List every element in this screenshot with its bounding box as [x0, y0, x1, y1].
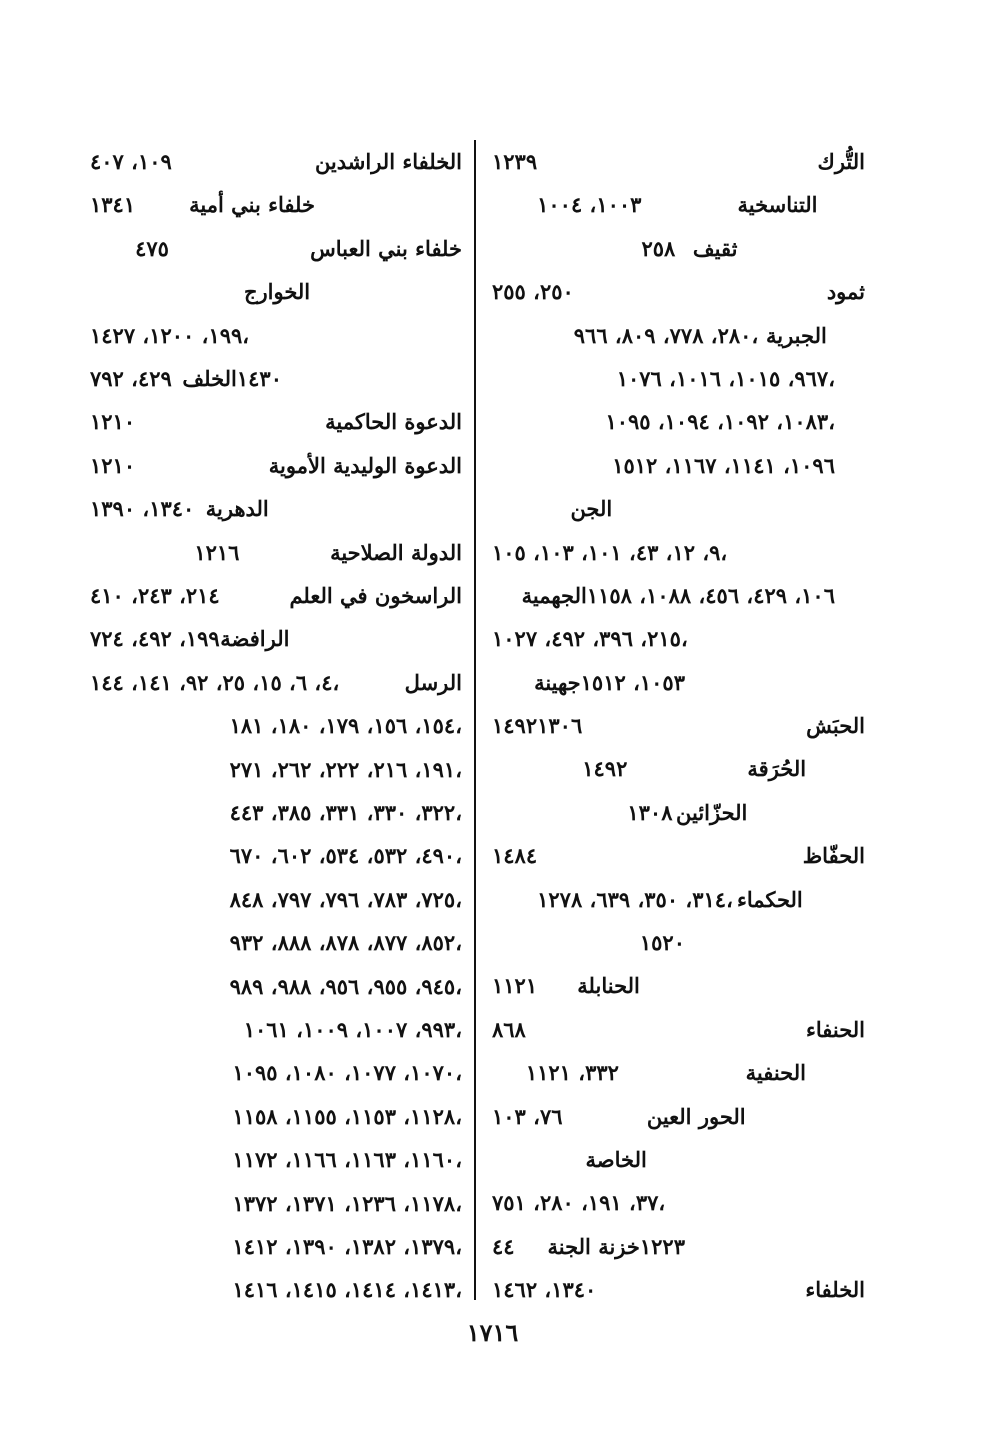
index-entry	[90, 921, 462, 964]
index-entry	[492, 1268, 865, 1311]
index-entry	[492, 1008, 865, 1051]
index-entry	[90, 617, 462, 660]
index-entry	[90, 661, 462, 704]
index-entry	[90, 878, 462, 921]
index-pages: ١٤١٣، ١٤١٤، ١٤١٥، ١٤١٦،	[232, 1277, 462, 1303]
index-pages: ١١٢١	[492, 973, 538, 999]
index-pages: ١٣٤١	[90, 192, 136, 218]
index-term: جهينة	[534, 669, 581, 695]
index-pages: ٧٢٥، ٧٨٣، ٧٩٦، ٧٩٧، ٨٤٨،	[229, 886, 462, 912]
index-pages: ١٥٢٠	[639, 930, 685, 956]
index-pages: ١٩٩، ١٢٠٠، ١٤٢٧،	[90, 322, 250, 348]
index-term: الجن	[570, 496, 613, 522]
index-entry	[90, 747, 462, 790]
index-pages: ١٠٨٣، ١٠٩٢، ١٠٩٤، ١٠٩٥،	[605, 409, 835, 435]
index-pages: ١٢١٠	[90, 409, 136, 435]
index-term: الحزّائين	[676, 799, 748, 825]
index-pages: ٧٦، ١٠٣	[492, 1103, 563, 1129]
index-term: الخلفاء	[805, 1277, 865, 1303]
index-entry	[492, 921, 865, 964]
index-term: الجبرية	[765, 322, 827, 348]
index-pages: ١٠٧٠، ١٠٧٧، ١٠٨٠، ١٠٩٥،	[232, 1060, 462, 1086]
index-term: الدعوة الحاكمية	[325, 409, 462, 435]
column-divider	[474, 140, 476, 1300]
index-pages: ١٠٩٦، ١١٤١، ١١٦٧، ١٥١٢	[612, 452, 835, 478]
index-term: الحنفية	[745, 1060, 806, 1086]
index-pages: ١٩٩، ٤٩٢، ٧٢٤	[90, 626, 220, 652]
index-pages: ٩٤٥، ٩٥٥، ٩٥٦، ٩٨٨، ٩٨٩،	[229, 973, 462, 999]
index-pages: ١٩١، ٢١٦، ٢٢٢، ٢٦٢، ٢٧١،	[229, 756, 462, 782]
index-pages: ١٣٧٩، ١٣٨٢، ١٣٩٠، ١٤١٢،	[232, 1234, 462, 1260]
index-term: الحنابلة	[577, 973, 640, 999]
index-term: الخلف	[182, 365, 237, 391]
index-pages: ١٤٨٤	[492, 843, 538, 869]
index-entry	[90, 357, 462, 400]
index-term: الحكماء	[736, 886, 803, 912]
index-term: الحبَش	[806, 713, 865, 739]
index-term: ثقيف	[692, 235, 738, 261]
index-entry	[492, 1138, 865, 1216]
index-entry	[492, 227, 865, 270]
index-pages: ٣٧، ١٩١، ٢٨٠، ٧٥١،	[492, 1190, 666, 1216]
index-term: الجهمية	[521, 582, 587, 608]
index-term: التُّرك	[817, 149, 865, 174]
index-entry	[492, 1051, 865, 1094]
index-entry	[492, 834, 865, 877]
index-pages: ٩، ١٢، ٤٣، ١٠١، ١٠٣، ١٠٥،	[492, 539, 728, 565]
index-pages: ١٠٥٣، ١٥١٢	[580, 669, 685, 695]
index-pages: ١٣٠٨	[627, 799, 673, 825]
index-entry	[492, 574, 865, 652]
index-pages: ٢١٤، ٢٤٣، ٤١٠	[90, 582, 220, 608]
page-number: ١٧١٦	[466, 1318, 519, 1347]
index-pages: ١٢٢٣	[639, 1233, 685, 1259]
index-entry	[492, 314, 865, 357]
index-entry	[90, 270, 462, 348]
index-pages: ١٤٣٠	[236, 365, 282, 391]
index-term: خلفاء بني العباس	[310, 235, 462, 261]
index-pages: ٣١٤، ٣٥٠، ٦٣٩، ١٢٧٨،	[537, 886, 733, 912]
index-entry	[492, 357, 865, 400]
index-pages: ١٠٦، ٤٢٩، ٤٥٦، ١٠٨٨، ١١٥٨	[586, 582, 835, 608]
index-entry	[90, 400, 462, 443]
index-entry	[90, 1095, 462, 1138]
index-term: الحنفاء	[805, 1016, 865, 1042]
index-pages: ٤٧٥	[135, 235, 169, 261]
index-entry	[492, 791, 865, 834]
index-entry	[492, 444, 865, 487]
index-pages: ١١٧٨، ١٢٣٦، ١٣٧١، ١٣٧٢،	[232, 1190, 462, 1216]
index-term: الرسل	[404, 669, 462, 695]
index-entry	[90, 1051, 462, 1094]
index-entry	[90, 487, 462, 530]
index-pages: ١٢١٠	[90, 452, 136, 478]
index-entry	[492, 140, 865, 183]
index-entry	[492, 747, 865, 790]
index-pages: ١٠٩، ٤٠٧	[90, 149, 172, 174]
index-pages: ٩٩٣، ١٠٠٧، ١٠٠٩، ١٠٦١،	[243, 1017, 462, 1042]
index-pages: ١٢١٦	[194, 539, 240, 565]
index-pages: ١٣٠٦	[537, 713, 583, 739]
index-pages: ١٣٤٠، ١٤٦٢	[492, 1277, 597, 1303]
index-term: الحور العين	[646, 1103, 746, 1129]
index-pages: ١٥٤، ١٥٦، ١٧٩، ١٨٠، ١٨١،	[229, 713, 462, 739]
index-term: الدهرية	[205, 496, 269, 522]
index-entry	[90, 834, 462, 877]
index-pages: ٢٥٠، ٢٥٥	[492, 279, 574, 305]
index-entry	[90, 1138, 462, 1181]
index-entry	[90, 1268, 462, 1311]
index-term: الرافضة	[220, 626, 290, 652]
index-entry	[492, 270, 865, 313]
index-pages: ٣٢٢، ٣٣٠، ٣٣١، ٣٨٥، ٤٤٣،	[229, 799, 462, 825]
index-term: الدولة الصلاحية	[330, 539, 462, 565]
index-term: الدعوة الوليدية الأموية	[268, 452, 462, 478]
index-pages: ٤٤	[492, 1233, 515, 1259]
index-pages: ١٤٩٢	[492, 713, 538, 739]
index-entry	[90, 531, 462, 574]
index-term: خزنة الجنة	[547, 1233, 640, 1259]
index-entry	[90, 183, 462, 226]
index-entry	[90, 964, 462, 1007]
index-pages: ٤٢٩، ٧٩٢	[90, 365, 172, 391]
index-term: الحُرَقة	[747, 756, 807, 782]
index-term: الخاصة	[585, 1146, 647, 1172]
index-pages: ٢١٥، ٣٩٦، ٤٩٢، ١٠٢٧،	[492, 626, 688, 652]
index-entry	[90, 227, 462, 270]
index-entry	[90, 574, 462, 617]
index-entry	[90, 140, 462, 183]
index-entry	[90, 791, 462, 834]
index-pages: ٣٣٢، ١١٢١	[525, 1060, 619, 1086]
index-entry	[492, 400, 865, 443]
index-pages: ٨٦٨	[492, 1016, 526, 1042]
index-pages: ٨٥٢، ٨٧٧، ٨٧٨، ٨٨٨، ٩٣٢،	[229, 930, 462, 956]
index-pages: ٤، ٦، ١٥، ٢٥، ٩٢، ١٤١، ١٤٤،	[90, 669, 340, 695]
index-pages: ١٣٤٠، ١٣٩٠	[90, 496, 195, 522]
index-pages: ١٠٠٣، ١٠٠٤	[537, 192, 642, 218]
index-pages: ١٢٣٩	[492, 149, 538, 174]
index-pages: ١١٢٨، ١١٥٣، ١١٥٥، ١١٥٨،	[232, 1103, 462, 1129]
index-entry	[492, 704, 865, 747]
index-column-left	[90, 140, 462, 1312]
index-pages: ٢٨٠، ٧٧٨، ٨٠٩، ٩٦٦،	[573, 322, 759, 348]
index-entry	[90, 704, 462, 747]
index-entry	[492, 878, 865, 921]
index-entry	[492, 1225, 865, 1268]
index-term: الراسخون في العلم	[289, 582, 462, 608]
index-entry	[492, 183, 865, 226]
index-term: التناسخية	[737, 192, 818, 218]
index-pages: ٩٦٧، ١٠١٥، ١٠١٦، ١٠٧٦،	[616, 365, 835, 391]
index-entry	[492, 964, 865, 1007]
index-pages: ٢٥٨	[641, 235, 676, 261]
index-pages: ١٤٩٢	[582, 756, 628, 782]
index-entry	[492, 487, 865, 565]
index-term: الحفّاظ	[802, 843, 865, 869]
index-term: خلفاء بني أمية	[189, 192, 315, 218]
index-entry	[90, 1181, 462, 1224]
index-entry	[90, 1225, 462, 1268]
index-pages: ٤٩٠، ٥٣٢، ٥٣٤، ٦٠٢، ٦٧٠،	[229, 843, 462, 869]
index-column-right	[492, 140, 865, 1312]
index-pages: ١١٦٠، ١١٦٣، ١١٦٦، ١١٧٢،	[232, 1147, 462, 1173]
index-term: الخلفاء الراشدين	[314, 149, 462, 174]
index-entry	[90, 1008, 462, 1051]
index-term: ثمود	[826, 279, 865, 305]
index-entry	[492, 1095, 865, 1138]
index-term: الخوارج	[243, 279, 311, 305]
index-entry	[90, 444, 462, 487]
